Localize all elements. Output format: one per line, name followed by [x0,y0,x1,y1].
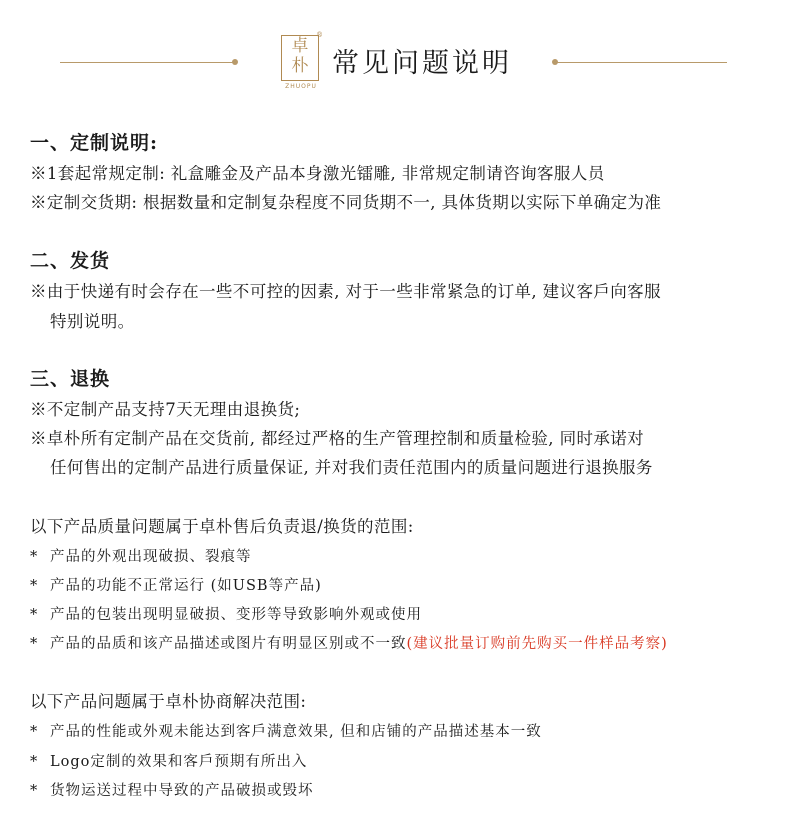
list-item [30,545,252,566]
list-item [30,720,542,741]
negotiate-scope-heading: 以下产品问题属于卓朴协商解决范围: [30,692,307,711]
list-item [30,574,322,595]
section-line: ※卓朴所有定制产品在交货前, 都经过严格的生产管理控制和质量检验, 同时承诺对 [30,429,645,448]
logo-char-1: 卓 [291,36,309,56]
list-item-text: 产品的性能或外观未能达到客戶满意效果, 但和店铺的产品描述基本一致 [50,724,542,740]
bullet-star: * [30,636,39,652]
list-item-text: 产品的包装出现明显破损、变形等导致影响外观或使用 [50,607,422,623]
bullet-star: * [30,754,39,770]
brand-logo [279,31,323,95]
bullet-star: * [30,783,39,799]
header-divider-left [60,62,235,63]
header [0,0,790,110]
sample-advice-note: (建议批量订购前先购买一件样品考察) [406,636,668,652]
list-item-text: 产品的外观出现破损、裂痕等 [50,549,252,565]
section-line: ※定制交货期: 根据数量和定制复杂程度不同货期不一, 具体货期以实际下单确定为准 [30,193,662,212]
list-item-text: 货物运送过程中导致的产品破损或毁坏 [50,783,314,799]
registered-mark: ® [316,31,323,39]
section-line: 任何售出的定制产品进行质量保证, 并对我们责任范围内的质量问题进行退换服务 [50,458,653,477]
section-title-shipping: 二、发货 [30,250,111,272]
bullet-star: * [30,724,39,740]
list-item-text: 产品的功能不正常运行 (如USB等产品) [50,578,322,594]
section-line: ※1套起常规定制: 礼盒雕金及产品本身激光镭雕, 非常规定制请咨询客服人员 [30,164,605,183]
list-item [30,779,314,800]
bullet-star: * [30,578,39,594]
bullet-star: * [30,549,39,565]
list-item [30,603,422,624]
page-title: 常见问题说明 [332,48,512,79]
section-line: ※不定制产品支持7天无理由退换货; [30,400,301,419]
logo-char-2: 朴 [291,56,309,76]
list-item-text: Logo定制的效果和客戶预期有所出入 [50,754,308,770]
return-scope-heading: 以下产品质量问题属于卓朴售后负责退/换货的范围: [30,517,414,536]
section-line: ※由于快递有时会存在一些不可控的因素, 对于一些非常紧急的订单, 建议客戶向客服 [30,282,661,301]
list-item-text: 产品的品质和该产品描述或图片有明显区别或不一致 [50,636,407,652]
section-title-customization: 一、定制说明: [30,132,159,154]
logo-brand-text: ZHUOPU [285,83,317,90]
logo-seal [281,35,319,81]
list-item [30,750,307,771]
bullet-star: * [30,607,39,623]
section-line: 特别说明。 [50,312,135,331]
header-divider-right [555,62,727,63]
header-divider-dot-left [232,59,238,65]
list-item [30,632,668,653]
section-title-returns: 三、退换 [30,368,111,390]
